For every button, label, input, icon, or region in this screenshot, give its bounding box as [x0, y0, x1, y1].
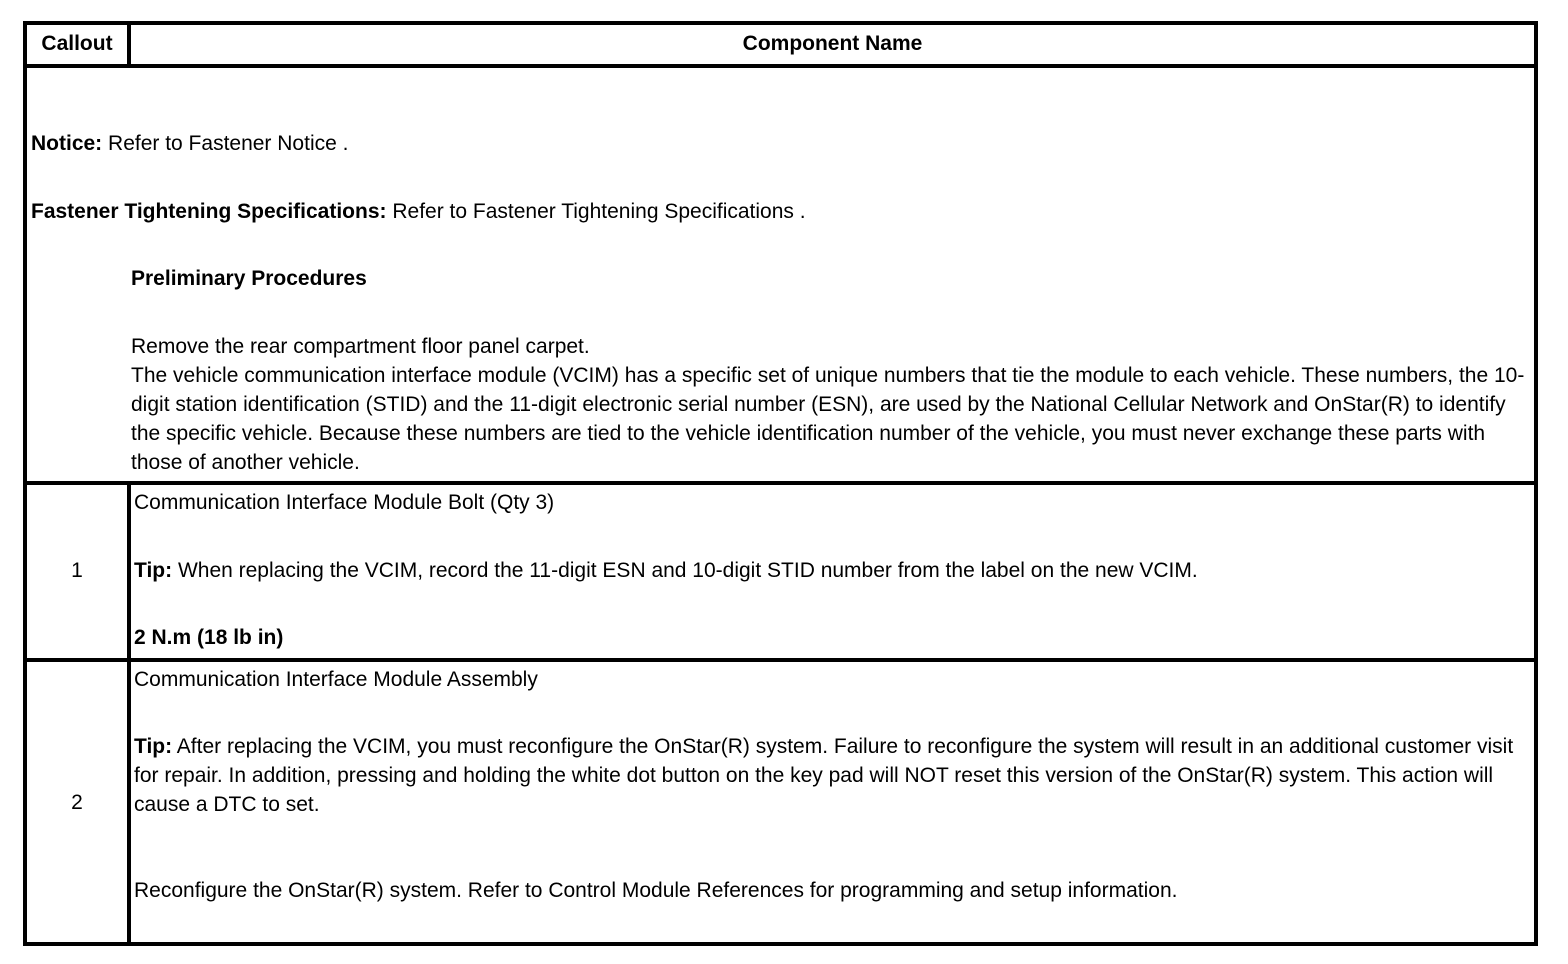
row-1-callout: 1	[71, 559, 83, 582]
row-2-tip-label: Tip:	[134, 735, 173, 758]
fastener-line	[31, 197, 806, 226]
fastener-text: Refer to Fastener Tightening Specifications .	[386, 200, 806, 223]
row-divider-1	[27, 481, 1534, 485]
row-2-component-name: Communication Interface Module Assembly	[134, 668, 538, 691]
notice-line	[31, 129, 348, 158]
preliminary-heading: Preliminary Procedures	[131, 267, 367, 290]
row-2-tip	[134, 732, 1514, 819]
notice-label: Notice:	[31, 132, 103, 155]
notice-text: Refer to Fastener Notice .	[102, 132, 349, 155]
column-divider	[127, 481, 131, 942]
row-1-tip	[134, 556, 1198, 585]
preliminary-step-2: The vehicle communication interface module (VCIM) has a specific set of unique numbers that tie the module to each vehicle. These numbers, the 10-digit station identification (STID) and the 11-digit electronic serial number (ESN), are used by the National Cellular Network and OnStar(R) to identify the specific vehicle. Because these numbers are tied to the vehicle identification number of the vehicle, you must never exchange these parts with those of another vehicle.	[131, 364, 1525, 474]
row-2-tip-text: After replacing the VCIM, you must reconfigure the OnStar(R) system. Failure to reconfigure the system will result in an additional customer visit for repair. In addition, pressing and holding the white dot button on the key pad will NOT reset this version of the OnStar(R) system. This action will cause a DTC to set.	[134, 735, 1514, 816]
header-callout: Callout	[41, 32, 113, 55]
row-1-torque: 2 N.m (18 lb in)	[134, 626, 284, 649]
row-divider-2	[27, 658, 1534, 662]
row-1-tip-text: When replacing the VCIM, record the 11-digit ESN and 10-digit STID number from the label on the new VCIM.	[172, 559, 1198, 582]
header-component-name: Component Name	[742, 32, 923, 55]
header-divider	[27, 64, 1534, 68]
row-1-component-name: Communication Interface Module Bolt (Qty 3)	[134, 491, 555, 514]
row-1-tip-label: Tip:	[134, 559, 173, 582]
preliminary-step-1: Remove the rear compartment floor panel carpet.	[131, 335, 590, 358]
fastener-label: Fastener Tightening Specifications:	[31, 200, 387, 223]
row-2-extra: Reconfigure the OnStar(R) system. Refer to Control Module References for programming and setup information.	[134, 879, 1178, 902]
row-2-callout: 2	[71, 791, 83, 814]
